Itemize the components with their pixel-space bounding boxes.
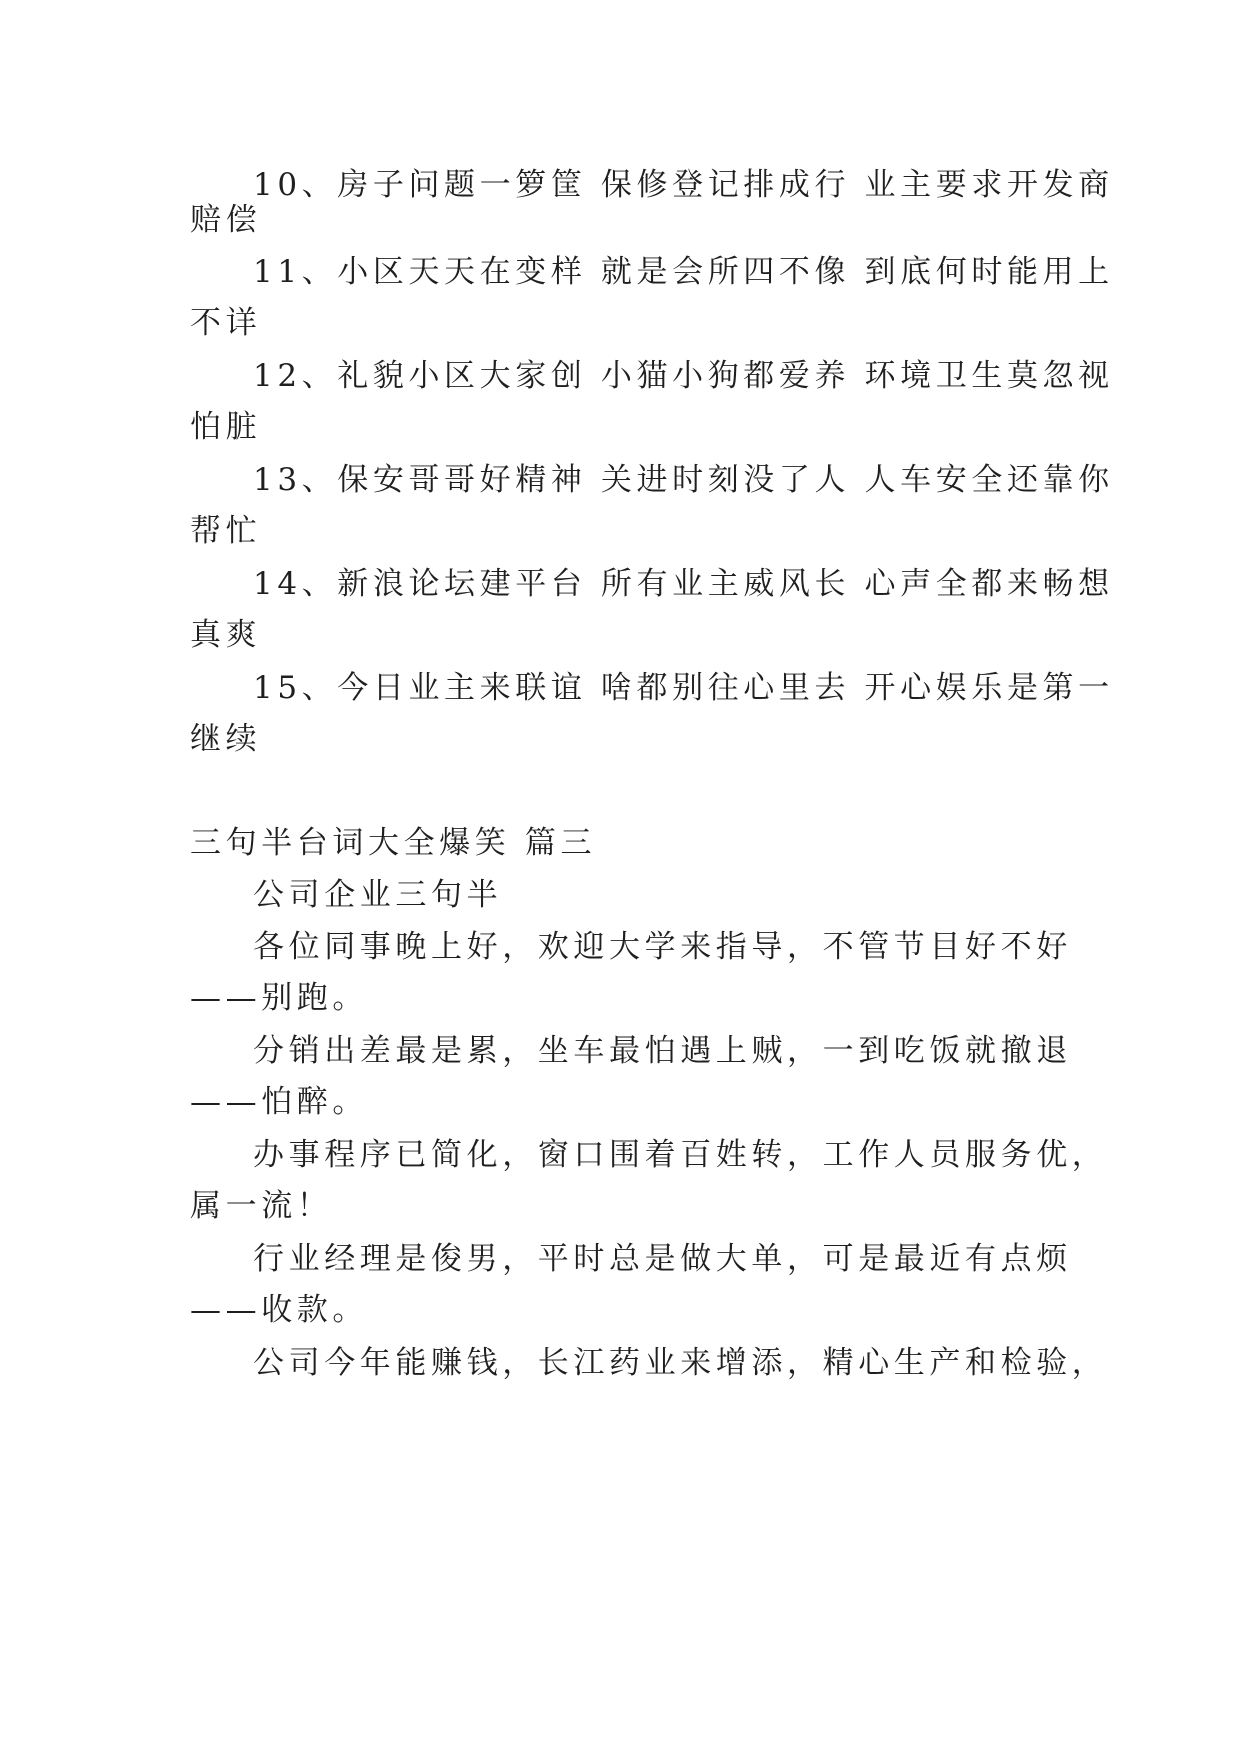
verse-11-line-1: 11、小区天天在变样 就是会所四不像 到底何时能用上 xyxy=(253,254,1114,290)
verse-12-line-2: 怕脏 xyxy=(190,409,262,445)
verse-13-line-1: 13、保安哥哥好精神 关进时刻没了人 人车安全还靠你 xyxy=(253,462,1114,498)
company-verse-3-line-2: 属一流！ xyxy=(190,1188,333,1224)
verse-14-line-2: 真爽 xyxy=(190,617,262,653)
verse-11-line-2: 不详 xyxy=(190,305,262,341)
verse-13-line-2: 帮忙 xyxy=(190,513,262,549)
company-verse-4-line-2: ——收款。 xyxy=(190,1292,368,1328)
verse-10-line-2: 赔偿 xyxy=(190,202,262,238)
verse-15-line-1: 15、今日业主来联谊 啥都别往心里去 开心娱乐是第一 xyxy=(253,670,1114,706)
section-heading: 三句半台词大全爆笑 篇三 xyxy=(190,825,597,861)
company-verse-3-line-1: 办事程序已简化，窗口围着百姓转，工作人员服务优， xyxy=(253,1137,1108,1173)
verse-15-line-2: 继续 xyxy=(190,721,262,757)
company-verse-4-line-1: 行业经理是俊男，平时总是做大单，可是最近有点烦 xyxy=(253,1241,1072,1277)
verse-12-line-1: 12、礼貌小区大家创 小猫小狗都爱养 环境卫生莫忽视 xyxy=(253,358,1114,394)
verse-14-line-1: 14、新浪论坛建平台 所有业主威风长 心声全都来畅想 xyxy=(253,566,1114,602)
section-subheading: 公司企业三句半 xyxy=(253,877,503,913)
verse-10-line-1: 10、房子问题一箩筐 保修登记排成行 业主要求开发商 xyxy=(253,167,1114,203)
company-verse-2-line-1: 分销出差最是累，坐车最怕遇上贼，一到吃饭就撤退 xyxy=(253,1033,1072,1069)
company-verse-2-line-2: ——怕醉。 xyxy=(190,1084,368,1120)
company-verse-5-line-1: 公司今年能赚钱，长江药业来增添，精心生产和检验， xyxy=(253,1345,1108,1381)
company-verse-1-line-1: 各位同事晚上好，欢迎大学来指导，不管节目好不好 xyxy=(253,929,1072,965)
company-verse-1-line-2: ——别跑。 xyxy=(190,980,368,1016)
